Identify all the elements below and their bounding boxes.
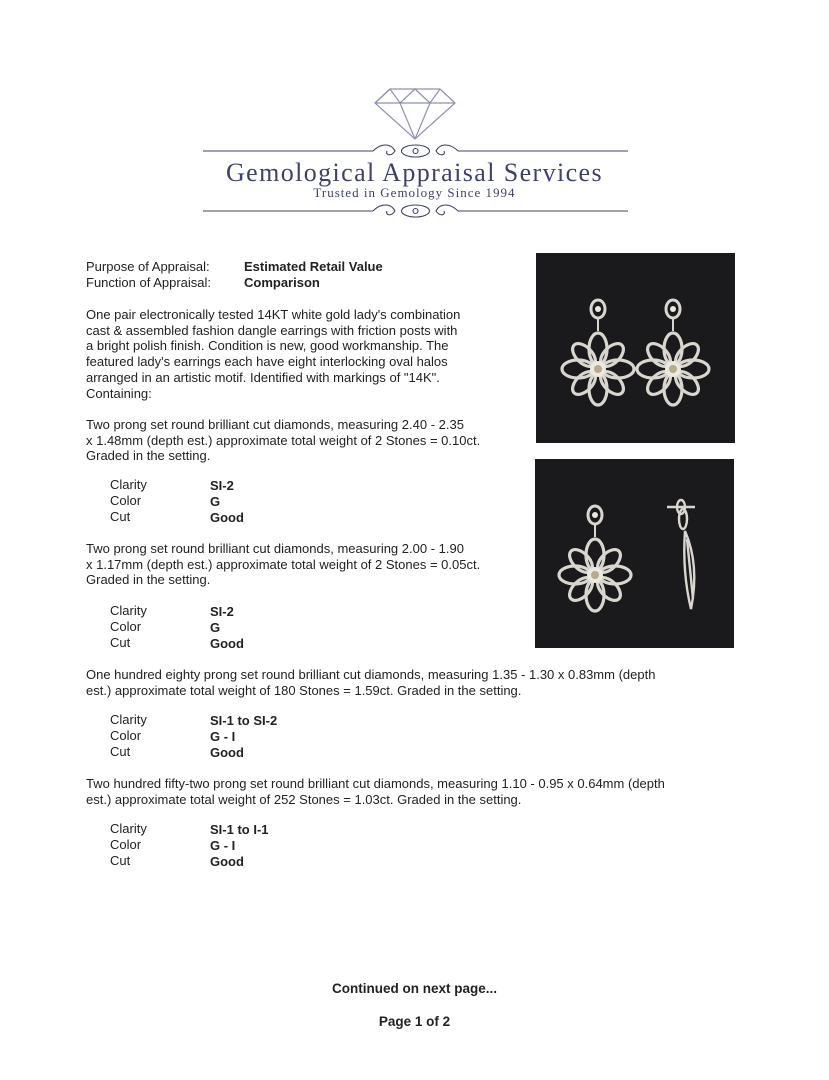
purpose-label: Purpose of Appraisal: xyxy=(86,259,210,274)
description-line: arranged in an artistic motif. Identified with markings of "14K". xyxy=(86,369,440,385)
grade-value: G - I xyxy=(210,729,236,744)
grade-value: SI-1 to I-1 xyxy=(210,822,269,837)
company-name: Gemological Appraisal Services xyxy=(225,158,604,187)
stone-text-line: x 1.48mm (depth est.) approximate total weight of 2 Stones = 0.10ct. xyxy=(86,432,481,448)
description-line: cast & assembled fashion dangle earrings with friction posts with xyxy=(86,322,458,338)
grade-value: SI-2 xyxy=(210,478,234,493)
grade-label: Color xyxy=(110,619,142,634)
grade-label: Cut xyxy=(110,744,131,759)
stone-group-3-text xyxy=(86,667,655,698)
stone-group-1-text xyxy=(86,417,480,464)
company-tagline: Trusted in Gemology Since 1994 xyxy=(313,185,516,200)
description-line: Containing: xyxy=(86,385,152,401)
function-value: Comparison xyxy=(244,275,320,290)
grade-value: G - I xyxy=(210,838,236,853)
grade-value: SI-1 to SI-2 xyxy=(210,713,278,728)
grade-label: Cut xyxy=(110,853,131,868)
grade-label: Color xyxy=(110,837,142,852)
grade-label: Cut xyxy=(110,509,131,524)
grade-value: Good xyxy=(210,636,244,651)
stone-text-line: Two prong set round brilliant cut diamonds, measuring 2.40 - 2.35 xyxy=(86,417,464,432)
earrings-front-photo xyxy=(536,253,735,443)
grade-label: Color xyxy=(110,728,142,743)
purpose-value: Estimated Retail Value xyxy=(244,259,383,274)
bottom-divider-ornament xyxy=(203,202,628,220)
item-description xyxy=(86,307,460,401)
stone-text-line: est.) approximate total weight of 180 Stones = 1.59ct. Graded in the setting. xyxy=(86,682,522,698)
stone-text-line: Graded in the setting. xyxy=(86,448,211,464)
stone-group-2-text xyxy=(86,541,480,588)
earring-side-illustration xyxy=(535,459,734,648)
function-label: Function of Appraisal: xyxy=(86,275,212,290)
stone-text-line: est.) approximate total weight of 252 Stones = 1.03ct. Graded in the setting. xyxy=(86,791,522,807)
grade-label: Clarity xyxy=(110,821,147,836)
stone-group-4-text xyxy=(86,776,665,807)
description-line: featured lady's earrings each have eight interlocking oval halos xyxy=(86,354,448,370)
stone-text-line: Two prong set round brilliant cut diamonds, measuring 2.00 - 1.90 xyxy=(86,541,464,556)
earring-pair-illustration xyxy=(536,253,735,443)
grade-value: G xyxy=(210,494,221,509)
description-line: a bright polish finish. Condition is new, good workmanship. The xyxy=(86,338,449,354)
earrings-side-photo xyxy=(535,459,734,648)
description-line: One pair electronically tested 14KT white gold lady's combination xyxy=(86,307,461,322)
grade-value: SI-2 xyxy=(210,604,234,619)
grade-value: Good xyxy=(210,510,244,525)
page-number: Page 1 of 2 xyxy=(378,1014,451,1029)
continued-note: Continued on next page... xyxy=(332,981,497,996)
grade-label: Cut xyxy=(110,635,131,650)
stone-text-line: Graded in the setting. xyxy=(86,572,211,588)
grade-value: Good xyxy=(210,854,244,869)
grade-value: G xyxy=(210,620,221,635)
stone-text-line: Two hundred fifty-two prong set round brilliant cut diamonds, measuring 1.10 - 0.95 x 0.64mm (depth xyxy=(86,776,665,791)
stone-text-line: x 1.17mm (depth est.) approximate total weight of 2 Stones = 0.05ct. xyxy=(86,556,481,572)
grade-label: Clarity xyxy=(110,712,147,727)
stone-text-line: One hundred eighty prong set round brilliant cut diamonds, measuring 1.35 - 1.30 x 0.83mm (depth xyxy=(86,667,656,682)
diamond-logo-icon xyxy=(372,86,458,142)
grade-label: Clarity xyxy=(110,603,147,618)
grade-label: Clarity xyxy=(110,477,147,492)
grade-value: Good xyxy=(210,745,244,760)
grade-label: Color xyxy=(110,493,142,508)
